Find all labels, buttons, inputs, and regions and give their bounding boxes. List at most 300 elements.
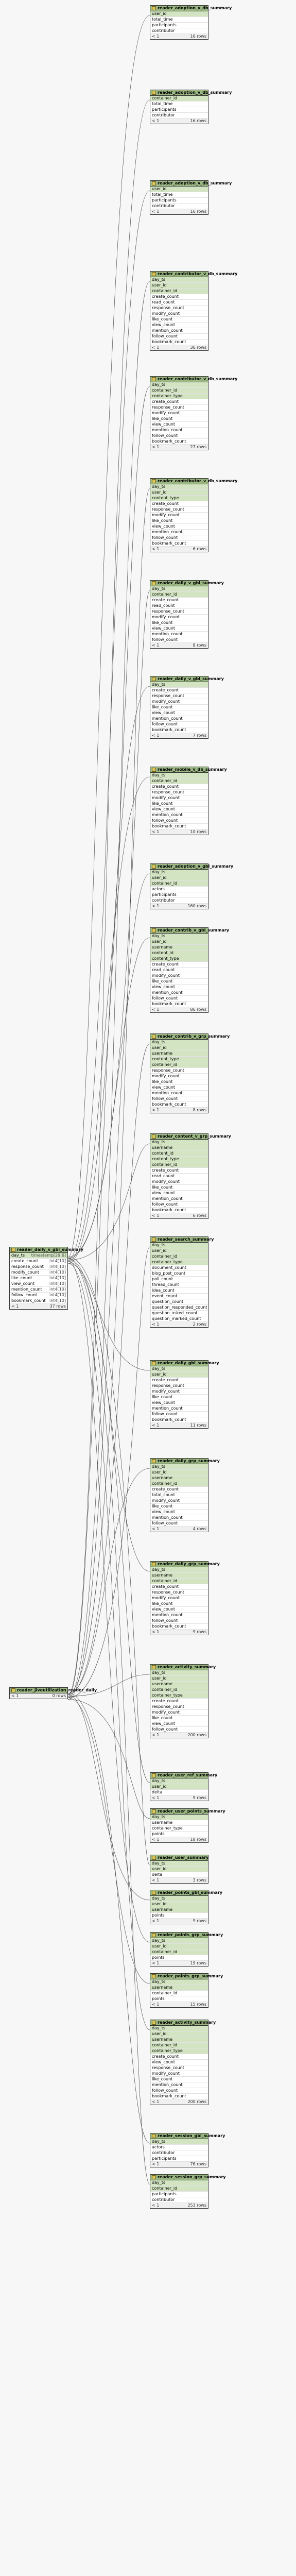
column-name: contributor [152,113,175,117]
column-row [150,439,208,445]
table-name [150,1134,231,1140]
column-name: view_count [152,807,175,811]
column-name: total_time [152,101,173,106]
column-name: follow_count [152,1412,178,1416]
column-row [150,1699,208,1704]
column-row [150,705,208,710]
column-row [150,1481,208,1487]
table-footer [150,2162,208,2167]
column-row [150,101,208,107]
column-name: view_count [152,1510,175,1514]
table-box[interactable] [9,1687,97,1699]
table-box[interactable] [150,478,238,552]
column-row [150,1311,208,1316]
row-estimate: < 1 [152,2203,160,2208]
column-name: bookmark_count [152,1102,186,1107]
column-type: int4[10] [49,1281,66,1286]
column-row [150,2139,208,2145]
table-icon [152,1974,156,1978]
relationship-line [68,1044,150,1695]
column-name: actors [152,887,165,891]
column-row [150,990,208,996]
column-name: create_count [152,294,179,299]
column-name: day_ts [152,1815,166,1819]
column-row [150,881,208,887]
column-row [150,699,208,705]
table-icon [152,1933,156,1937]
column-name: like_count [152,317,173,321]
relationship-line [68,386,150,1263]
column-name: container_id [152,1579,178,1583]
table-name [150,928,230,934]
row-count: 2 rows [193,1322,206,1327]
column-row [150,1670,208,1676]
table-box[interactable] [150,1890,222,1924]
column-row [150,1693,208,1699]
column-name: container_id [152,881,178,886]
column-name: create_count [152,1699,179,1703]
column-type: timestamp[29,6] [31,1253,66,1258]
table-box[interactable] [150,1855,208,1884]
column-name: question_asked_count [152,1311,198,1315]
table-name [150,1034,230,1040]
column-row [150,1243,208,1248]
column-name: day_ts [152,773,166,777]
column-row [10,1293,67,1298]
column-name: container_id [152,778,178,783]
table-name-text: reader_adoption_v_db_summary [158,6,232,10]
column-name: participants [152,198,177,202]
column-name: user_id [152,490,167,495]
column-name: day_ts [152,277,166,282]
column-name: user_id [152,1676,167,1681]
table-name-text: reader_daily_v_gbl_summary [158,676,224,681]
column-row [150,609,208,615]
table-icon [152,1809,156,1814]
column-row [10,1259,67,1264]
table-box[interactable] [9,1247,83,1310]
table-box[interactable] [150,1664,216,1738]
column-name: modify_count [152,513,180,517]
column-name: contributor [152,2150,175,2155]
column-name: container_type [152,1260,183,1264]
row-estimate: < 1 [152,1837,160,1842]
row-estimate: < 1 [152,1795,160,1800]
column-name: user_id [152,875,167,880]
column-row [150,2060,208,2065]
column-row [150,530,208,535]
relationship-line [68,1257,150,1865]
row-estimate: < 1 [152,209,160,214]
column-name: follow_count [152,637,178,642]
table-icon [152,377,156,381]
column-name: username [152,1682,172,1686]
column-name: like_count [152,1716,173,1720]
table-box[interactable] [150,1772,218,1801]
column-row [150,283,208,289]
column-name: follow_count [152,2088,178,2093]
table-footer [150,1108,208,1113]
table-box[interactable] [150,1973,223,2008]
column-row [10,1281,67,1287]
table-footer [150,445,208,450]
column-name: day_ts [152,2139,166,2144]
column-row [150,1145,208,1151]
column-row [150,1271,208,1277]
column-row [150,1727,208,1733]
column-name: day_ts [152,1979,166,1984]
column-row [150,2043,208,2048]
column-row [150,887,208,892]
table-name [150,272,238,277]
table-name [150,1855,208,1861]
table-icon [152,1856,156,1860]
column-name: like_count [152,1395,173,1399]
table-footer [150,1322,208,1327]
column-name: content_type [152,1057,179,1061]
table-box[interactable] [150,927,230,1013]
table-name [150,6,232,11]
column-row [150,1470,208,1476]
table-name [150,2020,216,2026]
column-row [150,1601,208,1607]
column-name: like_count [152,518,173,523]
column-row [150,598,208,603]
column-row [150,496,208,501]
column-row [150,507,208,513]
column-name: follow_count [152,1521,178,1526]
table-icon [152,479,156,483]
table-name [150,1665,216,1670]
column-name: total_time [152,192,173,197]
row-count: 27 rows [190,445,206,449]
column-row [150,778,208,784]
column-row [150,693,208,699]
row-count: 16 rows [190,209,206,214]
table-box[interactable] [150,90,232,124]
column-name: response_count [152,405,184,410]
column-name: create_count [152,399,179,404]
row-estimate: < 1 [11,1693,19,1698]
column-row [150,1062,208,1068]
column-row [150,973,208,979]
column-name: create_count [152,2054,179,2059]
table-box[interactable] [150,1236,214,1328]
column-row [150,1721,208,1727]
column-name: mention_count [152,1515,183,1520]
column-row [150,1826,208,1832]
row-estimate: < 1 [152,1630,160,1634]
column-type: int4[10] [49,1270,66,1275]
column-name: question_marked_count [152,1316,201,1321]
column-name: contributor [152,2197,175,2202]
column-row [150,807,208,812]
column-name: create_count [152,784,179,789]
table-box[interactable] [150,2020,216,2105]
column-name: day_ts [152,1861,166,1866]
column-name: contributor [152,898,175,903]
table-box[interactable] [150,863,234,909]
column-row [150,2156,208,2162]
column-row [150,985,208,990]
column-row [150,1704,208,1710]
column-name: modify_count [152,311,180,316]
table-icon [152,272,156,276]
table-footer [150,1795,208,1801]
table-icon [152,1134,156,1139]
column-name: container_id [152,289,178,293]
relationship-line [68,686,150,1697]
column-row [150,1091,208,1096]
column-name: container_type [152,1693,183,1698]
column-row [150,1944,208,1950]
table-footer [150,1213,208,1218]
column-row [150,1179,208,1185]
column-name: view_count [152,710,175,715]
row-count: 6 rows [193,547,206,551]
column-name: follow_count [152,433,178,438]
table-box[interactable] [150,1561,220,1635]
row-count: 3 rows [193,1878,206,1883]
column-name: like_count [152,416,173,421]
column-row [150,962,208,968]
table-box[interactable] [150,676,224,739]
column-row [10,1287,67,1293]
row-estimate: < 1 [152,2162,160,2166]
table-name [150,479,238,484]
column-row [10,1298,67,1304]
column-row [150,1815,208,1820]
column-name: points [152,1955,165,1960]
column-row [150,1140,208,1145]
column-row [150,979,208,985]
column-name: view_count [152,323,175,327]
table-footer [150,1961,208,1966]
column-row [150,1955,208,1961]
column-row [150,1045,208,1051]
column-name: mention_count [152,1613,183,1617]
column-row [150,1085,208,1091]
table-box[interactable] [150,5,232,40]
table-name [150,676,224,682]
relationship-line [68,15,150,1257]
table-footer [150,209,208,214]
table-icon [152,1562,156,1566]
column-row [150,586,208,592]
table-box[interactable] [150,376,238,450]
column-row [150,1288,208,1294]
column-row [150,490,208,496]
column-name: like_count [152,1504,173,1509]
column-row [150,1378,208,1383]
column-row [150,870,208,875]
relationship-line [68,874,150,1700]
table-name [150,1459,220,1464]
column-row [150,1002,208,1007]
row-count: 8 rows [193,1108,206,1112]
table-box[interactable] [150,580,224,649]
column-name: create_count [152,1487,179,1492]
table-name-text: reader_mobile_v_db_summary [158,767,227,772]
column-name: day_ts [152,484,166,489]
column-row [150,501,208,507]
column-row [150,898,208,904]
column-name: question_count [152,1299,184,1304]
column-row [150,1872,208,1878]
table-name-text: reader_activity_summary [158,1665,216,1669]
column-name: event_count [152,1294,178,1298]
column-row [150,592,208,598]
table-box[interactable] [150,2133,225,2167]
column-name: day_ts [152,1243,166,1247]
column-name: modify_count [152,1710,180,1715]
column-name: response_count [152,306,184,310]
table-box[interactable] [150,1033,230,1113]
column-row [150,1417,208,1423]
relationship-line [68,1695,150,1901]
row-estimate: < 1 [152,345,160,350]
column-name: view_count [152,1607,175,1612]
column-name: create_count [152,962,179,967]
column-name: day_ts [152,1140,166,1144]
table-box[interactable] [150,767,227,835]
row-count: 16 rows [190,118,206,123]
column-name: user_id [152,1867,167,1871]
column-name: follow_count [152,1202,178,1207]
column-row [150,17,208,23]
column-name: container_id [152,1062,178,1067]
column-row [150,1191,208,1196]
column-name: points [152,1913,165,1918]
column-name: bookmark_count [152,541,186,546]
column-row [150,405,208,411]
column-name: follow_count [152,1618,178,1623]
column-row [150,956,208,962]
column-row [150,518,208,524]
row-estimate: < 1 [152,1423,160,1428]
column-row [150,1682,208,1687]
column-name: response_count [152,507,184,512]
column-row [150,892,208,898]
table-box[interactable] [150,271,238,351]
table-box[interactable] [150,1458,220,1532]
table-name-text: reader_points_grp_summary [158,1974,223,1978]
column-name: user_id [152,1784,167,1789]
column-name: read_count [152,968,175,972]
table-box[interactable] [150,1360,219,1429]
column-row [150,727,208,733]
table-box[interactable] [150,1808,225,1843]
column-row [150,1907,208,1913]
table-name-text: reader_user_summary [158,1855,209,1860]
column-row [150,1573,208,1579]
table-name-text: reader_points_grp_summary [158,1933,223,1937]
column-row [150,2031,208,2037]
column-row [150,1400,208,1406]
column-row [150,388,208,394]
row-count: 76 rows [190,2162,206,2166]
table-footer [150,1837,208,1842]
column-row [150,1710,208,1716]
column-type: int4[10] [49,1293,66,1297]
column-name: like_count [152,1079,173,1084]
table-footer [150,1423,208,1428]
column-row [150,2145,208,2150]
table-name-text: reader_jiveutilization_reader_daily [17,1688,97,1692]
column-name: total_count [152,1493,175,1497]
column-row [150,1861,208,1867]
column-name: contributor [152,204,175,208]
row-estimate: < 1 [152,1007,160,1012]
table-name [150,1809,225,1815]
column-row [150,1305,208,1311]
column-name: points [152,1996,165,2001]
row-count: 18 rows [190,1837,206,1842]
column-row [150,334,208,340]
table-box[interactable] [150,180,232,215]
column-name: response_count [152,1704,184,1709]
row-count: 10 rows [190,829,206,834]
column-name: contributor [152,28,175,33]
table-name-text: reader_contributor_v_db_summary [158,377,238,381]
row-estimate: < 1 [11,1304,19,1309]
column-name: create_count [152,1584,179,1589]
column-row [150,1498,208,1504]
column-name: response_count [152,790,184,794]
column-name: username [152,1573,172,1578]
column-row [150,1248,208,1254]
column-row [150,1676,208,1682]
column-name: modify_count [152,1498,180,1503]
column-row [150,1277,208,1282]
column-name: participants [152,23,177,27]
column-name: view_count [152,2060,175,2064]
column-row [150,1383,208,1389]
table-box[interactable] [150,1133,231,1219]
column-name: create_count [152,501,179,506]
relationship-line [68,1698,150,1984]
column-name: day_ts [152,1670,166,1675]
table-icon [152,6,156,10]
table-name [10,1688,97,1693]
column-name: view_count [11,1281,34,1286]
column-row [150,632,208,637]
table-box[interactable] [150,2174,226,2209]
column-name: mention_count [152,428,183,432]
column-row [150,1057,208,1062]
column-name: username [152,1145,172,1150]
row-estimate: < 1 [152,547,160,551]
column-name: participants [152,2192,177,2196]
column-row [150,637,208,643]
column-row [150,28,208,34]
column-row [150,340,208,345]
column-name: thread_count [152,1282,179,1287]
table-box[interactable] [150,1932,223,1967]
column-row [150,192,208,198]
column-row [150,1464,208,1470]
column-row [150,311,208,317]
column-name: response_count [152,2065,184,2070]
column-row [150,300,208,306]
column-row [150,951,208,956]
column-row [150,1476,208,1481]
table-name-text: reader_activity_summary [158,2020,216,2025]
column-name: response_count [152,1383,184,1388]
column-row [150,996,208,1002]
table-name [150,767,227,773]
table-name-text: reader_adoption_v_gbl_summary [158,864,234,869]
